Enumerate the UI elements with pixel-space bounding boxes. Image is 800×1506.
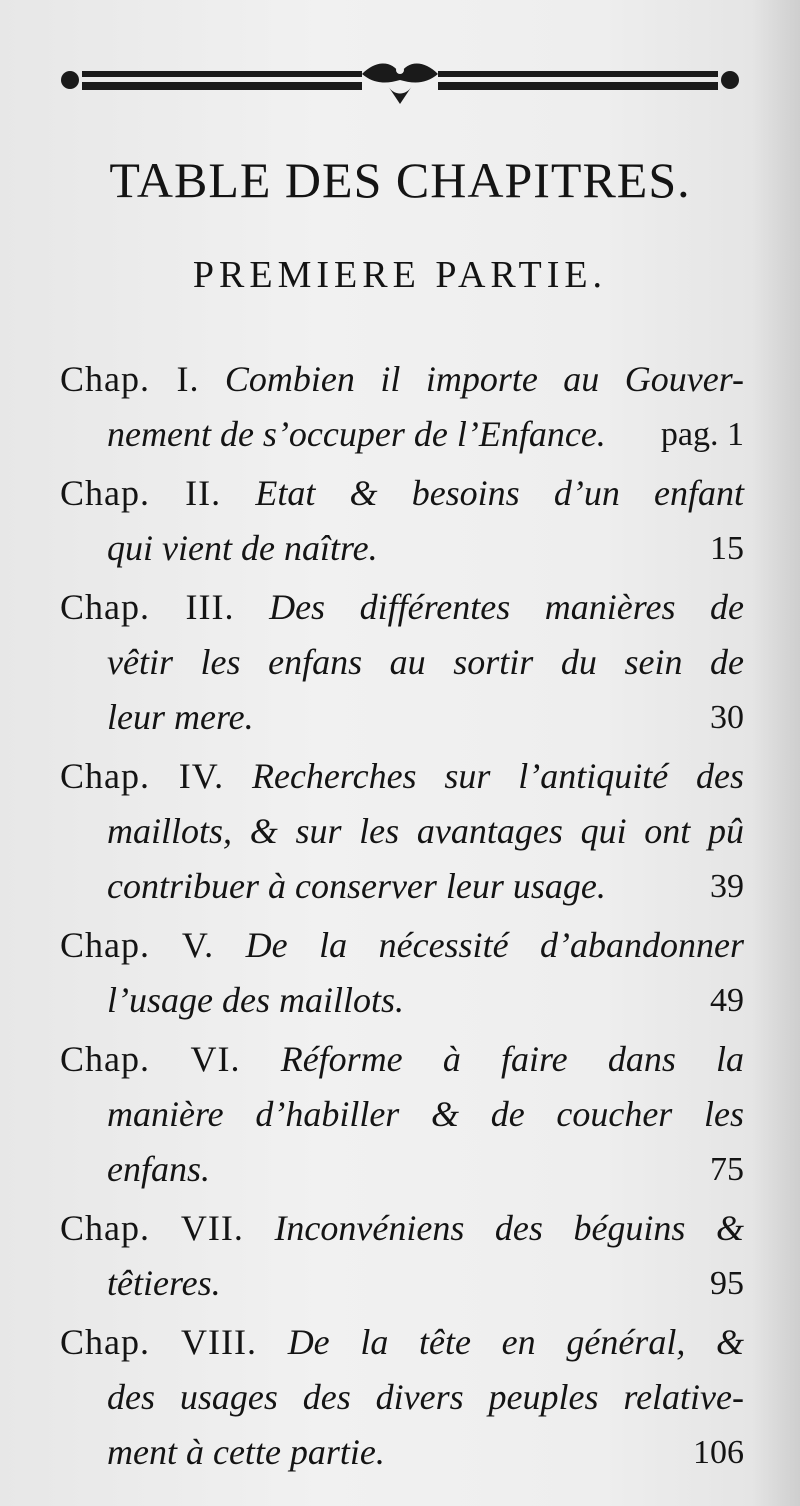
chapter-title-line: Etat & besoins d’un enfant xyxy=(255,473,745,513)
chapter-title-line: Réforme à faire dans la xyxy=(280,1039,745,1079)
chapter-title-line: De la tête en général, & xyxy=(287,1322,745,1362)
chapter-label: Chap. I. xyxy=(60,359,200,399)
part-heading: PREMIERE PARTIE. xyxy=(192,254,608,296)
chapter-label: Chap. IV. xyxy=(60,756,225,796)
chapter-title-line: qui vient de naître. xyxy=(107,528,378,568)
chapter-label: Chap. II. xyxy=(60,473,222,513)
toc-entry-chapter-4 xyxy=(0,749,800,914)
chapter-title-line: ment à cette partie. xyxy=(107,1432,385,1472)
toc-entry-chapter-1 xyxy=(0,352,800,462)
chapter-title-line: l’usage des maillots. xyxy=(107,980,404,1020)
toc-entry-chapter-5 xyxy=(0,918,800,1028)
chapter-title-line: maillots, & sur les avantages qui ont pû xyxy=(107,811,744,851)
chapter-title-line: têtieres. xyxy=(107,1263,221,1303)
chapter-title-line: nement de s’occuper de l’Enfance. xyxy=(107,414,606,454)
page-number: 1 xyxy=(727,416,744,453)
decorative-rule-icon xyxy=(58,56,742,106)
page-number: 95 xyxy=(710,1265,744,1302)
chapter-label: Chap. VI. xyxy=(60,1039,241,1079)
page-number: 15 xyxy=(710,530,744,567)
chapter-label: Chap. VIII. xyxy=(60,1322,257,1362)
chapter-title-line: Inconvéniens des béguins & xyxy=(274,1208,744,1248)
toc-entry-chapter-8 xyxy=(0,1315,800,1480)
chapter-title-line: Combien il importe au Gouver- xyxy=(224,359,745,399)
toc-entry-chapter-7 xyxy=(0,1201,800,1311)
toc-entry-chapter-2 xyxy=(0,466,800,576)
chapter-title-line: enfans. xyxy=(107,1149,210,1189)
chapter-title-line: De la nécessité d’abandonner xyxy=(245,925,744,965)
chapter-title-line: Des différentes manières de xyxy=(269,587,744,627)
chapter-label: Chap. V. xyxy=(60,925,215,965)
page-number: 30 xyxy=(710,699,744,736)
chapter-title-line: Recherches sur l’antiquité des xyxy=(251,756,744,796)
page-title: TABLE DES CHAPITRES. xyxy=(109,152,691,208)
chapter-title-line: vêtir les enfans au sortir du sein de xyxy=(107,642,744,682)
chapter-title-line: contribuer à conserver leur usage. xyxy=(107,866,606,906)
chapter-title-line: des usages des divers peuples relative- xyxy=(107,1377,744,1417)
chapter-title-line: manière d’habiller & de coucher les xyxy=(107,1094,744,1134)
chapter-label: Chap. III. xyxy=(60,587,235,627)
toc-entry-chapter-6 xyxy=(0,1032,800,1197)
toc-entry-chapter-3 xyxy=(0,580,800,745)
chapter-title-line: leur mere. xyxy=(107,697,254,737)
table-of-contents xyxy=(0,352,800,1484)
page-prefix: pag. xyxy=(660,416,719,453)
page-number: 49 xyxy=(710,982,744,1019)
page-number: 75 xyxy=(710,1151,744,1188)
page-number: 39 xyxy=(710,868,744,905)
chapter-label: Chap. VII. xyxy=(60,1208,244,1248)
page-number: 106 xyxy=(693,1434,744,1471)
